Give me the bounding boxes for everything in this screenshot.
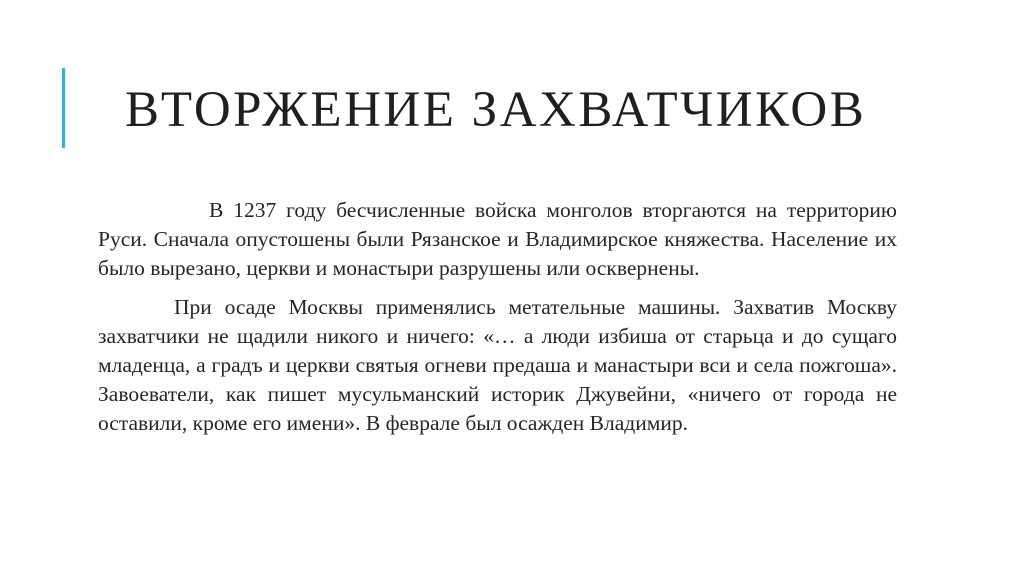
body-paragraph-2: При осаде Москвы применялись метательные машины. Захватив Москву захватчики не щадили никого и ничего: «… а люди избиша от старьца и до сущаго младенца, а градъ и церкви святыя огневи предаша и манастыри вси и села пожгоша». Завоеватели, как пишет мусульманский историк Джувейни, «ничего от города не оставили, кроме его имени». В феврале был осажден Владимир. (98, 295, 897, 435)
body-paragraph-1: В 1237 году бесчисленные войска монголов вторгаются на территорию Руси. Сначала опустошены были Рязанское и Владимирское княжества. Население их было вырезано, церкви и монастыри разрушены или осквернены. (98, 198, 897, 280)
title-accent-bar (62, 68, 65, 148)
slide-title: ВТОРЖЕНИЕ ЗАХВАТЧИКОВ (125, 82, 867, 138)
slide-body (98, 196, 897, 438)
